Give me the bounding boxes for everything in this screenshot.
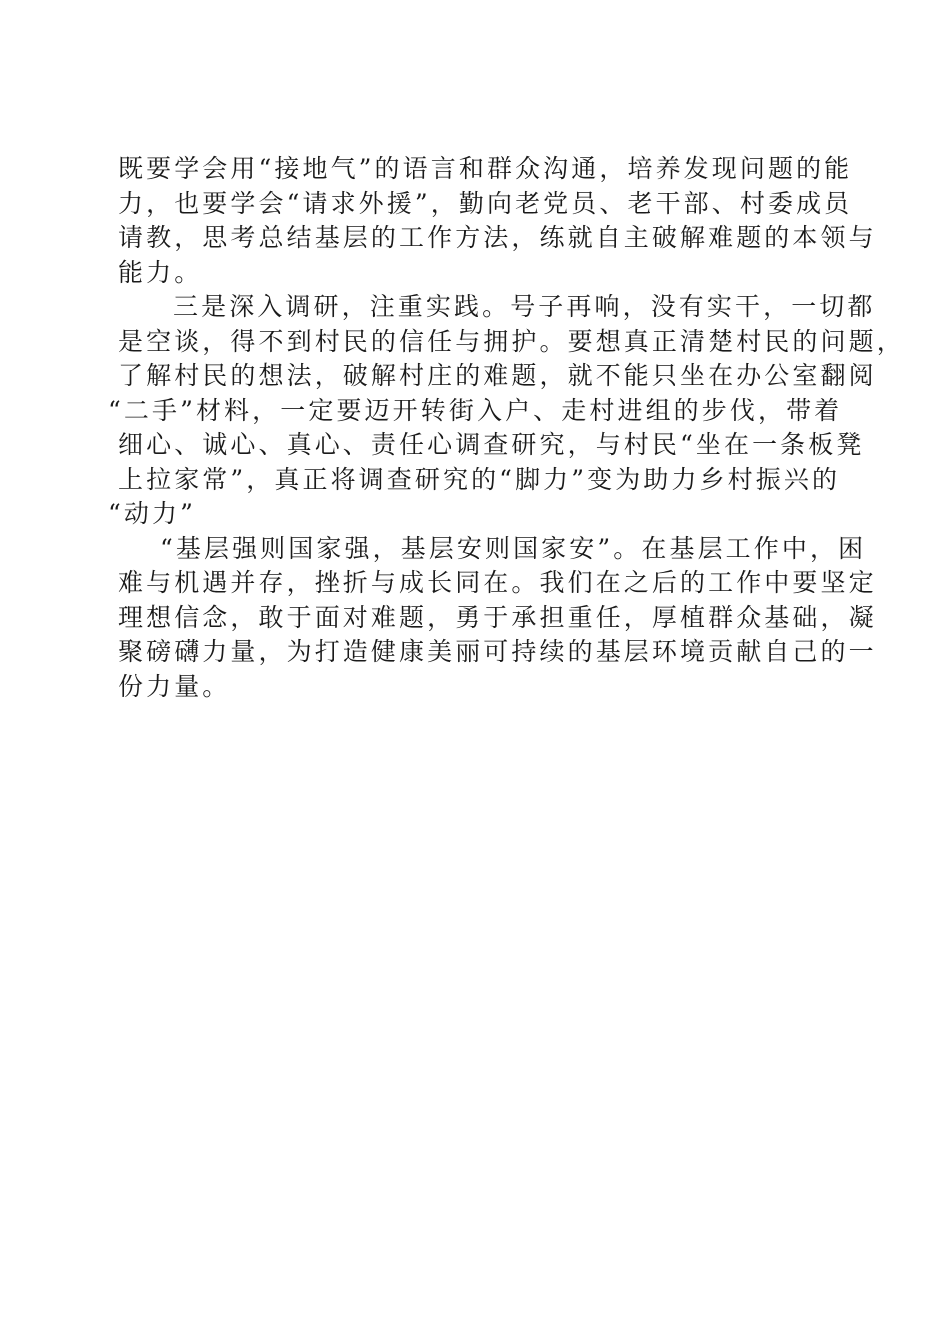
- paragraph-3: [118, 532, 877, 705]
- paragraph-line: 上拉家常”，真正将调查研究的“脚力”变为助力乡村振兴的: [118, 464, 841, 494]
- paragraph-line: “基层强则国家强，基层安则国家安”。在基层工作中，困: [160, 533, 867, 563]
- paragraph-line: 请教，思考总结基层的工作方法，练就自主破解难题的本领与: [118, 223, 877, 252]
- paragraph-line: 难与机遇并存，挫折与成长同在。我们在之后的工作中要坚定: [118, 568, 877, 597]
- paragraph-line: 细心、诚心、真心、责任心调查研究，与村民“坐在一条板凳: [118, 430, 865, 459]
- paragraph-line: 份力量。: [118, 671, 231, 701]
- document-body: [108, 152, 905, 704]
- paragraph-1: [118, 152, 877, 290]
- paragraph-line: 聚磅礴力量，为打造健康美丽可持续的基层环境贡献自己的一: [118, 637, 877, 666]
- paragraph-line: 了解村民的想法，破解村庄的难题，就不能只坐在办公室翻阅: [118, 361, 877, 390]
- paragraph-2: [108, 290, 905, 532]
- paragraph-line: 既要学会用“接地气”的语言和群众沟通，培养发现问题的能: [118, 154, 853, 183]
- paragraph-line: “动力”: [108, 499, 196, 528]
- paragraph-line: 能力。: [118, 257, 203, 287]
- paragraph-line: 力，也要学会“请求外援”，勤向老党员、老干部、村委成员: [118, 188, 853, 218]
- paragraph-line: 三是深入调研，注重实践。号子再响，没有实干，一切都: [173, 292, 876, 321]
- paragraph-line: “二手”材料，一定要迈开转街入户、走村进组的步伐，带着: [108, 395, 843, 425]
- paragraph-line: 理想信念，敢于面对难题，勇于承担重任，厚植群众基础，凝: [118, 602, 877, 632]
- paragraph-line: 是空谈，得不到村民的信任与拥护。要想真正清楚村民的问题，: [118, 326, 905, 356]
